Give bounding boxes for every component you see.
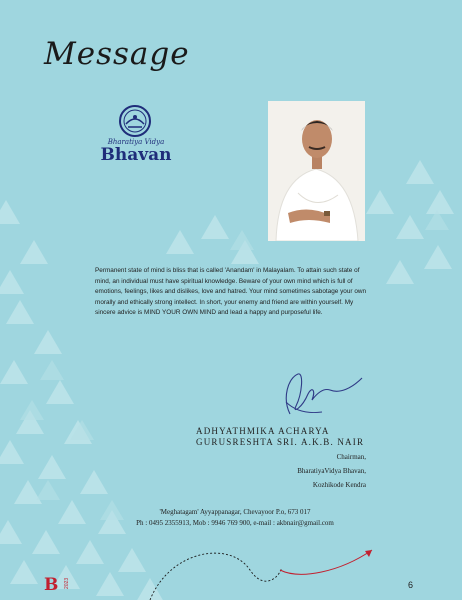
signatory-name-line2: GURUSRESHTA SRI. A.K.B. NAIR [196, 437, 365, 447]
page-number: 6 [408, 580, 414, 590]
footer-logo-letter: B [44, 575, 59, 595]
chairman-photo [268, 101, 365, 241]
signatory-name-line1: ADHYATHMIKA ACHARYA [196, 426, 330, 436]
portrait-image [268, 101, 365, 241]
signatory-role-line3: Kozhikode Kendra [312, 481, 366, 489]
signatory-block [196, 426, 366, 490]
page-title: Message [44, 36, 190, 72]
signatory-role-line1: Chairman, [336, 453, 366, 461]
logo-brand: Bhavan [100, 145, 172, 165]
message-body [95, 266, 369, 319]
footer-logo-year: 2023 [64, 577, 70, 589]
bhavan-emblem-icon [118, 104, 152, 138]
bhavan-logo [96, 104, 176, 166]
message-paragraph: Permanent state of mind is bliss that is called 'Anandam' in Malayalam. To attain such state of mind, an individual must have spiritual knowledge. Beware of your own mind which is full of emotions, feelings, likes and dislikes, love and hatred. Your mind sometimes sabotage your own morally and ethically strong intellect. In short, your enemy and friend are within yourself. My sincere advice is MIND YOUR OWN MIND and lead a happy and purposeful life. [95, 267, 367, 316]
signatory-role-line2: BharatiyaVidya Bhavan, [297, 467, 366, 475]
footer-logo [44, 575, 74, 595]
address-line: 'Meghatagam' Ayyappanagar, Chevayoor P.o, 673 017 [159, 508, 311, 516]
logo-tagline: Bharatiya Vidya [107, 138, 165, 146]
signature-image [272, 364, 364, 422]
phone-email-line: Ph : 0495 2355913, Mob : 9946 769 900, e-mail : akbnair@gmail.com [136, 519, 334, 527]
